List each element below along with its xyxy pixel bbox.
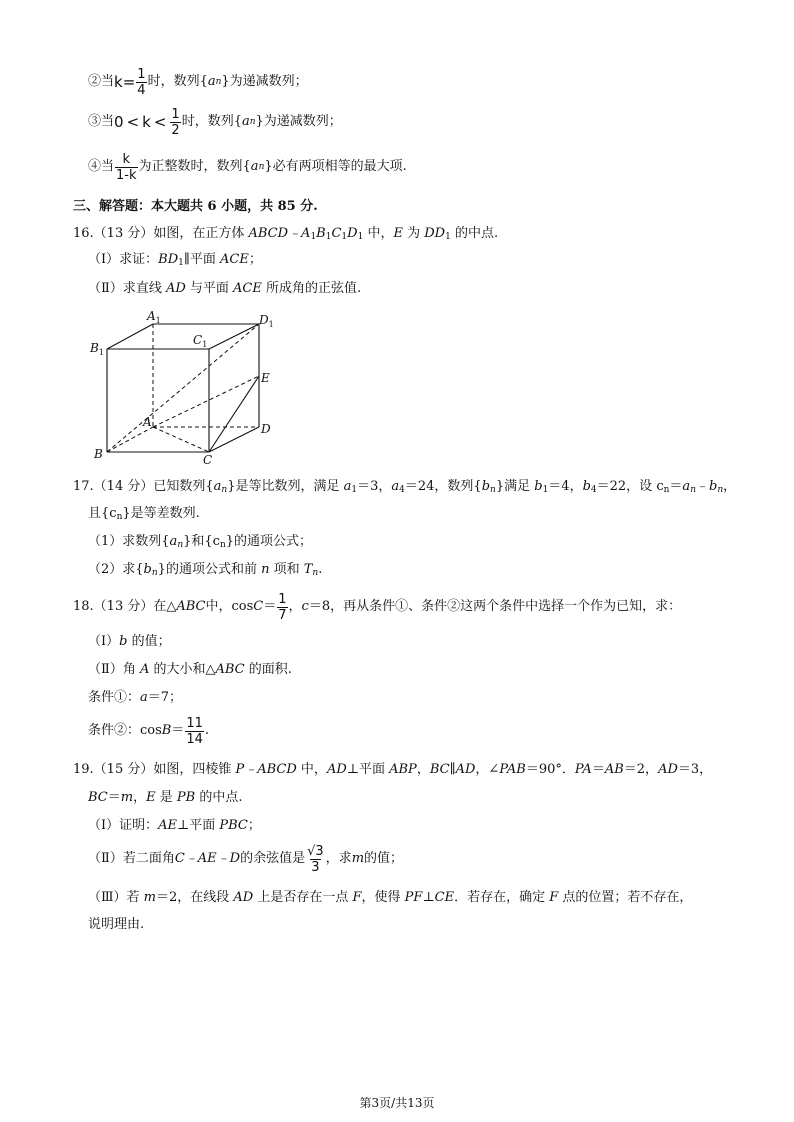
hidden-edge-b-a [107,427,153,452]
q19-stem-line-2: BC＝m，E 是 PB 的中点. [88,790,243,805]
q17-part-2: （2）求$\{b_n\}$的通项公式和前 n 项和 $T_n$. [88,562,323,578]
q17-part-1: （1）求数列$\{a_n\}$和$\{c_n\}$的通项公式； [88,534,313,550]
label-e: E [261,371,270,385]
hidden-segment-a-e [153,376,259,427]
label-c: C [203,453,213,467]
option-3: ③当 0 < k < $\frac{1}{2}$ 时，数列{ a n }为递减数列； [88,106,342,138]
q17-stem-line-2: 且$\{c_n\}$是等差数列. [88,506,200,522]
q19-fraction-sqrt3-over-3: $\frac{√3}{3}$ [307,843,324,875]
label-a1: $A_1$ [147,309,161,325]
option-4: ④当 $\frac{k}{1-k}$ 为正整数时，数列{ a n }必有两项相等的最大项. [88,151,407,183]
option-4-fraction: $\frac{k}{1-k}$ [116,151,137,183]
q19-stem-line-1: 19.（15 分）如图，四棱锥 P﹣ABCD 中，AD⊥平面 ABP，BC∥AD，∠PAB＝90°．PA＝AB＝2，AD＝3， [73,762,713,777]
q19-part-1: （Ⅰ）证明：AE⊥平面 PBC； [88,818,261,833]
q19-part-2: （Ⅱ）若二面角 C﹣AE﹣D 的余弦值是 $\frac{√3}{3}$ ，求 m 的值； [88,843,404,875]
q18-part-1: （Ⅰ）b 的值； [88,634,171,649]
q16-part-1: （Ⅰ）求证：$BD_1\parallel$平面 ACE； [88,252,262,268]
label-b: B [94,447,103,461]
label-b1: $B_1$ [90,341,104,357]
q18-part-2: （Ⅱ）角 A 的大小和△ABC 的面积. [88,662,292,677]
q18-stem: 18.（13 分）在△ ABC 中，cos C ＝ $\frac{1}{7}$ ， c ＝8，再从条件①、条件②这两个条件中选择一个作为已知，求： [73,591,682,623]
q16-stem: 16.（13 分）如图，在正方体 $ABCD﹣A_1B_1C_1D_1$ 中，E 为 $DD_1$ 的中点. [73,226,499,242]
q18-fraction-cosC: $\frac{1}{7}$ [278,591,287,623]
label-a: A [143,415,152,429]
section-3-heading: 三、解答题：本大题共 6 小题，共 85 分. [73,199,318,214]
option-3-fraction: $\frac{1}{2}$ [171,106,180,138]
option-2-k: k [114,73,123,91]
label-d1: $D_1$ [259,313,274,329]
label-c1: $C_1$ [193,333,208,349]
label-d: D [261,422,271,436]
q19-part-3-continued: 说明理由. [88,917,145,932]
q16-part-2: （Ⅱ）求直线 AD 与平面 ACE 所成角的正弦值. [88,281,362,296]
hidden-diagonal-b-d1 [107,324,259,452]
page-footer: 第3页/共13页 [359,1096,435,1110]
option-2-equals: = [122,73,136,91]
option-4-prefix: ④当 [88,159,115,174]
option-3-prefix: ③当 [88,114,115,129]
edge-b1-a1 [107,324,153,349]
segment-c-e [209,376,259,452]
edge-c-d [209,427,259,452]
q18-condition-1: 条件①：a＝7； [88,690,183,705]
edge-c1-d1 [209,324,259,349]
option-2-fraction: $\frac{1}{4}$ [137,66,146,98]
q17-stem-line-1: 17.（14 分）已知数列$\{a_n\}$是等比数列，满足 $a_1=3$，$a_4=24$，数列$\{b_n\}$满足 $b_1=4$，$b_4=22$，设 $c_n=a_n﹣b_n$， [73,479,737,495]
q18-condition-2: 条件②：cos B ＝ $\frac{11}{14}$ . [88,715,210,747]
q19-part-3: （Ⅲ）若 m＝2，在线段 AD 上是否存在一点 F，使得 PF⊥CE．若存在，确定 F 点的位置；若不存在， [88,890,693,905]
cube-figure [85,306,285,468]
option-2-prefix: ②当 [88,74,115,89]
q18-fraction-cosB: $\frac{11}{14}$ [186,715,203,747]
hidden-segment-a-c [153,427,209,452]
option-2: ②当 k = $\frac{1}{4}$ 时，数列{ a n }为递减数列； [88,66,308,98]
